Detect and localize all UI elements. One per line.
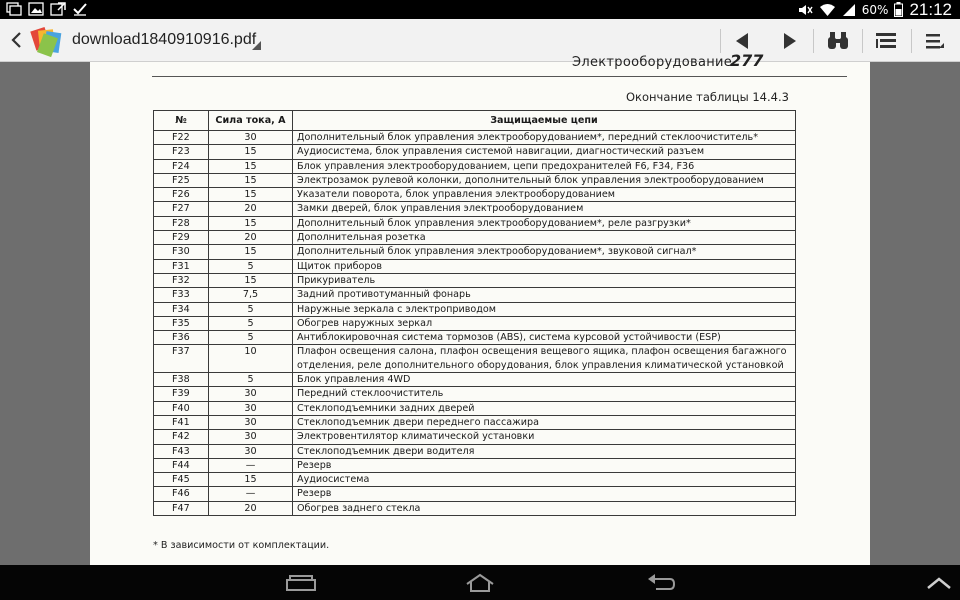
battery-icon: [894, 2, 903, 17]
fuse-number: F46: [154, 487, 209, 501]
table-row: [154, 173, 796, 187]
fuse-amperage: 7,5: [209, 288, 293, 302]
recent-apps-icon[interactable]: [284, 572, 318, 594]
fuse-amperage: 15: [209, 173, 293, 187]
pdf-page: [90, 51, 870, 565]
fuse-number: F28: [154, 216, 209, 230]
protected-circuits: Передний стеклоочиститель: [293, 387, 796, 401]
fuse-number: F30: [154, 245, 209, 259]
table-row: [154, 245, 796, 259]
back-icon[interactable]: [8, 30, 26, 50]
protected-circuits: Стеклоподъемники задних дверей: [293, 401, 796, 415]
protected-circuits: Аудиосистема: [293, 473, 796, 487]
table-row: [154, 473, 796, 487]
header-rule: [152, 76, 847, 77]
fuse-amperage: 15: [209, 188, 293, 202]
table-row: [154, 501, 796, 515]
view-mode-icon: [875, 31, 897, 51]
table-row: [154, 415, 796, 429]
home-icon[interactable]: [463, 572, 497, 594]
protected-circuits: Резерв: [293, 487, 796, 501]
table-row: [154, 159, 796, 173]
footnote: * В зависимости от комплектации.: [153, 540, 330, 551]
fuse-number: F23: [154, 145, 209, 159]
find-button[interactable]: [816, 24, 860, 58]
next-page-icon: [781, 31, 799, 51]
protected-circuits: Обогрев заднего стекла: [293, 501, 796, 515]
fuse-amperage: 20: [209, 501, 293, 515]
column-header: Защищаемые цепи: [293, 111, 796, 131]
fuse-amperage: 15: [209, 473, 293, 487]
fuse-amperage: 30: [209, 131, 293, 145]
back-nav-icon[interactable]: [644, 572, 678, 594]
fuse-amperage: 15: [209, 159, 293, 173]
find-icon: [826, 30, 850, 52]
fuse-amperage: 15: [209, 145, 293, 159]
image-icon: [28, 2, 44, 16]
table-row: [154, 373, 796, 387]
clock: 21:12: [909, 0, 952, 19]
fuse-number: F39: [154, 387, 209, 401]
protected-circuits: Электрозамок рулевой колонки, дополнительный блок управления электрооборудованием: [293, 173, 796, 187]
protected-circuits: Блок управления 4WD: [293, 373, 796, 387]
fuse-number: F42: [154, 430, 209, 444]
fuse-number: F22: [154, 131, 209, 145]
sync-icon: [50, 2, 66, 16]
page-number: 277: [730, 51, 764, 70]
fuse-amperage: 30: [209, 387, 293, 401]
status-bar: [0, 0, 960, 19]
protected-circuits: Стеклоподъемник двери переднего пассажира: [293, 415, 796, 429]
fuse-number: F29: [154, 231, 209, 245]
fuse-number: F35: [154, 316, 209, 330]
fuse-amperage: 15: [209, 216, 293, 230]
table-row: [154, 345, 796, 373]
signal-icon: [842, 3, 856, 17]
table-body: [154, 131, 796, 516]
fuse-number: F38: [154, 373, 209, 387]
gallery-icon: [6, 2, 22, 16]
fuse-number: F44: [154, 458, 209, 472]
table-row: [154, 401, 796, 415]
fuse-number: F33: [154, 288, 209, 302]
protected-circuits: Задний противотуманный фонарь: [293, 288, 796, 302]
dropdown-caret-icon[interactable]: [252, 41, 261, 50]
fuse-amperage: —: [209, 458, 293, 472]
protected-circuits: Прикуриватель: [293, 273, 796, 287]
table-row: [154, 145, 796, 159]
view-mode-button[interactable]: [864, 24, 908, 58]
table-row: [154, 231, 796, 245]
protected-circuits: Дополнительный блок управления электрооборудованием*, звуковой сигнал*: [293, 245, 796, 259]
navigation-bar: [0, 565, 960, 600]
fuse-amperage: 5: [209, 316, 293, 330]
protected-circuits: Обогрев наружных зеркал: [293, 316, 796, 330]
fuse-number: F40: [154, 401, 209, 415]
fuse-table: [153, 110, 796, 516]
table-row: [154, 331, 796, 345]
table-row: [154, 259, 796, 273]
fuse-number: F41: [154, 415, 209, 429]
fuse-amperage: 10: [209, 345, 293, 373]
protected-circuits: Блок управления электрооборудованием, цепи предохранителей F6, F34, F36: [293, 159, 796, 173]
table-row: [154, 202, 796, 216]
protected-circuits: Наружные зеркала с электроприводом: [293, 302, 796, 316]
protected-circuits: Дополнительный блок управления электрооборудованием*, реле разгрузки*: [293, 216, 796, 230]
fuse-number: F26: [154, 188, 209, 202]
fuse-amperage: 5: [209, 302, 293, 316]
table-row: [154, 288, 796, 302]
protected-circuits: Стеклоподъемник двери водителя: [293, 444, 796, 458]
protected-circuits: Щиток приборов: [293, 259, 796, 273]
fuse-number: F31: [154, 259, 209, 273]
next-page-button[interactable]: [768, 24, 812, 58]
fuse-number: F24: [154, 159, 209, 173]
menu-button[interactable]: [913, 24, 957, 58]
table-header-row: [154, 111, 796, 131]
document-title[interactable]: download1840910916.pdf: [72, 31, 257, 48]
table-row: [154, 430, 796, 444]
table-row: [154, 302, 796, 316]
fuse-number: F36: [154, 331, 209, 345]
divider: [911, 29, 912, 53]
table-row: [154, 188, 796, 202]
fuse-number: F43: [154, 444, 209, 458]
protected-circuits: Дополнительный блок управления электрооборудованием*, передний стеклоочиститель*: [293, 131, 796, 145]
menu-icon: [924, 31, 946, 51]
table-row: [154, 387, 796, 401]
fuse-number: F47: [154, 501, 209, 515]
fuse-amperage: 30: [209, 444, 293, 458]
column-header: №: [154, 111, 209, 131]
fuse-number: F34: [154, 302, 209, 316]
fuse-amperage: 15: [209, 245, 293, 259]
action-bar: [0, 19, 960, 62]
fuse-amperage: 5: [209, 373, 293, 387]
fuse-amperage: 30: [209, 415, 293, 429]
protected-circuits: Указатели поворота, блок управления электрооборудованием: [293, 188, 796, 202]
column-header: Сила тока, А: [209, 111, 293, 131]
table-row: [154, 458, 796, 472]
protected-circuits: Плафон освещения салона, плафон освещения вещевого ящика, плафон освещения багажного отделения, реле дополнительного оборудования, блок управления климатической установкой: [293, 345, 796, 373]
divider: [813, 29, 814, 53]
wifi-icon: [819, 3, 836, 17]
protected-circuits: Дополнительная розетка: [293, 231, 796, 245]
battery-percent: 60%: [861, 2, 889, 17]
download-check-icon: [72, 2, 88, 16]
fuse-amperage: —: [209, 487, 293, 501]
fuse-number: F25: [154, 173, 209, 187]
table-row: [154, 273, 796, 287]
table-row: [154, 216, 796, 230]
table-row: [154, 487, 796, 501]
protected-circuits: Резерв: [293, 458, 796, 472]
table-row: [154, 316, 796, 330]
app-icon[interactable]: [30, 25, 64, 57]
protected-circuits: Аудиосистема, блок управления системой навигации, диагностический разъем: [293, 145, 796, 159]
fuse-amperage: 20: [209, 202, 293, 216]
divider: [862, 29, 863, 53]
table-row: [154, 131, 796, 145]
table-row: [154, 444, 796, 458]
pdf-viewer[interactable]: [0, 51, 960, 565]
protected-circuits: Антиблокировочная система тормозов (ABS), система курсовой устойчивости (ESP): [293, 331, 796, 345]
fuse-number: F45: [154, 473, 209, 487]
fuse-amperage: 5: [209, 259, 293, 273]
fuse-amperage: 5: [209, 331, 293, 345]
previous-page-icon: [733, 31, 751, 51]
page-header: Электрооборудование: [572, 55, 733, 70]
fuse-amperage: 15: [209, 273, 293, 287]
fuse-amperage: 30: [209, 430, 293, 444]
fuse-number: F37: [154, 345, 209, 373]
collapse-icon[interactable]: [922, 572, 956, 594]
table-caption: Окончание таблицы 14.4.3: [626, 90, 789, 104]
protected-circuits: Электровентилятор климатической установки: [293, 430, 796, 444]
protected-circuits: Замки дверей, блок управления электрооборудованием: [293, 202, 796, 216]
fuse-number: F27: [154, 202, 209, 216]
notification-icons: [6, 2, 88, 16]
fuse-amperage: 20: [209, 231, 293, 245]
fuse-amperage: 30: [209, 401, 293, 415]
fuse-number: F32: [154, 273, 209, 287]
mute-icon: [797, 3, 813, 17]
